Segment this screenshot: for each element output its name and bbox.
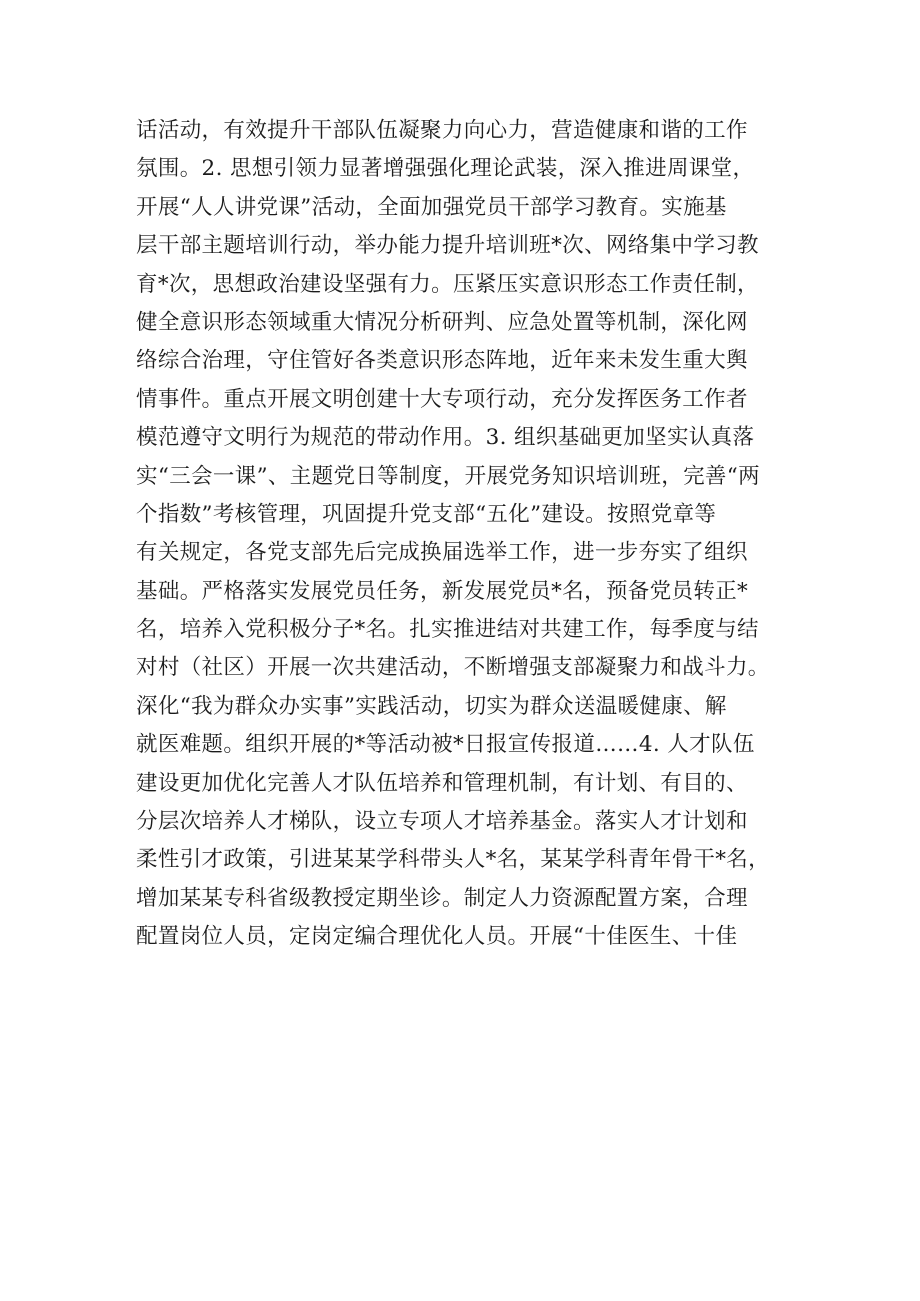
text-line: 络综合治理，守住管好各类意识形态阵地，近年来未发生重大舆: [136, 348, 748, 374]
text-line: 层干部主题培训行动，举办能力提升培训班*次、网络集中学习教: [136, 233, 759, 259]
body-paragraph: [136, 112, 796, 957]
text-line: 柔性引才政策，引进某某学科带头人*名，某某学科青年骨干*名，: [136, 847, 771, 873]
text-line: 开展“人人讲党课”活动，全面加强党员干部学习教育。实施基: [136, 194, 727, 220]
text-line: 氛围。2. 思想引领力显著增强强化理论武装，深入推进周课堂，: [136, 156, 755, 182]
text-line: 深化“我为群众办实事”实践活动，切实为群众送温暖健康、解: [136, 693, 727, 719]
text-line: 情事件。重点开展文明创建十大专项行动，充分发挥医务工作者: [136, 386, 748, 412]
text-line: 健全意识形态领域重大情况分析研判、应急处置等机制，深化网: [136, 309, 748, 335]
text-line: 分层次培养人才梯队，设立专项人才培养基金。落实人才计划和: [136, 809, 748, 835]
text-line: 有关规定，各党支部先后完成换届选举工作，进一步夯实了组织: [136, 540, 748, 566]
text-line: 育*次，思想政治建设坚强有力。压紧压实意识形态工作责任制，: [136, 271, 759, 297]
text-line: 实“三会一课”、主题党日等制度，开展党务知识培训班，完善“两: [136, 463, 760, 489]
text-line: 就医难题。组织开展的*等活动被*日报宣传报道……4. 人才队伍: [136, 732, 755, 758]
text-line: 话活动，有效提升干部队伍凝聚力向心力，营造健康和谐的工作: [136, 118, 748, 143]
text-line: 增加某某专科省级教授定期坐诊。制定人力资源配置方案，合理: [136, 885, 748, 911]
text-line: 对村（社区）开展一次共建活动，不断增强支部凝聚力和战斗力。: [136, 655, 770, 681]
text-line: 名，培养入党积极分子*名。扎实推进结对共建工作，每季度与结: [136, 617, 759, 643]
text-line: 配置岗位人员，定岗定编合理优化人员。开展“十佳医生、十佳: [136, 924, 738, 950]
text-line: 个指数”考核管理，巩固提升党支部“五化”建设。按照党章等: [136, 501, 717, 527]
text-line: 模范遵守文明行为规范的带动作用。3. 组织基础更加坚实认真落: [136, 425, 755, 451]
text-line: 基础。严格落实发展党员任务，新发展党员*名，预备党员转正*: [136, 578, 749, 604]
text-line: 建设更加优化完善人才队伍培养和管理机制，有计划、有目的、: [136, 770, 748, 796]
